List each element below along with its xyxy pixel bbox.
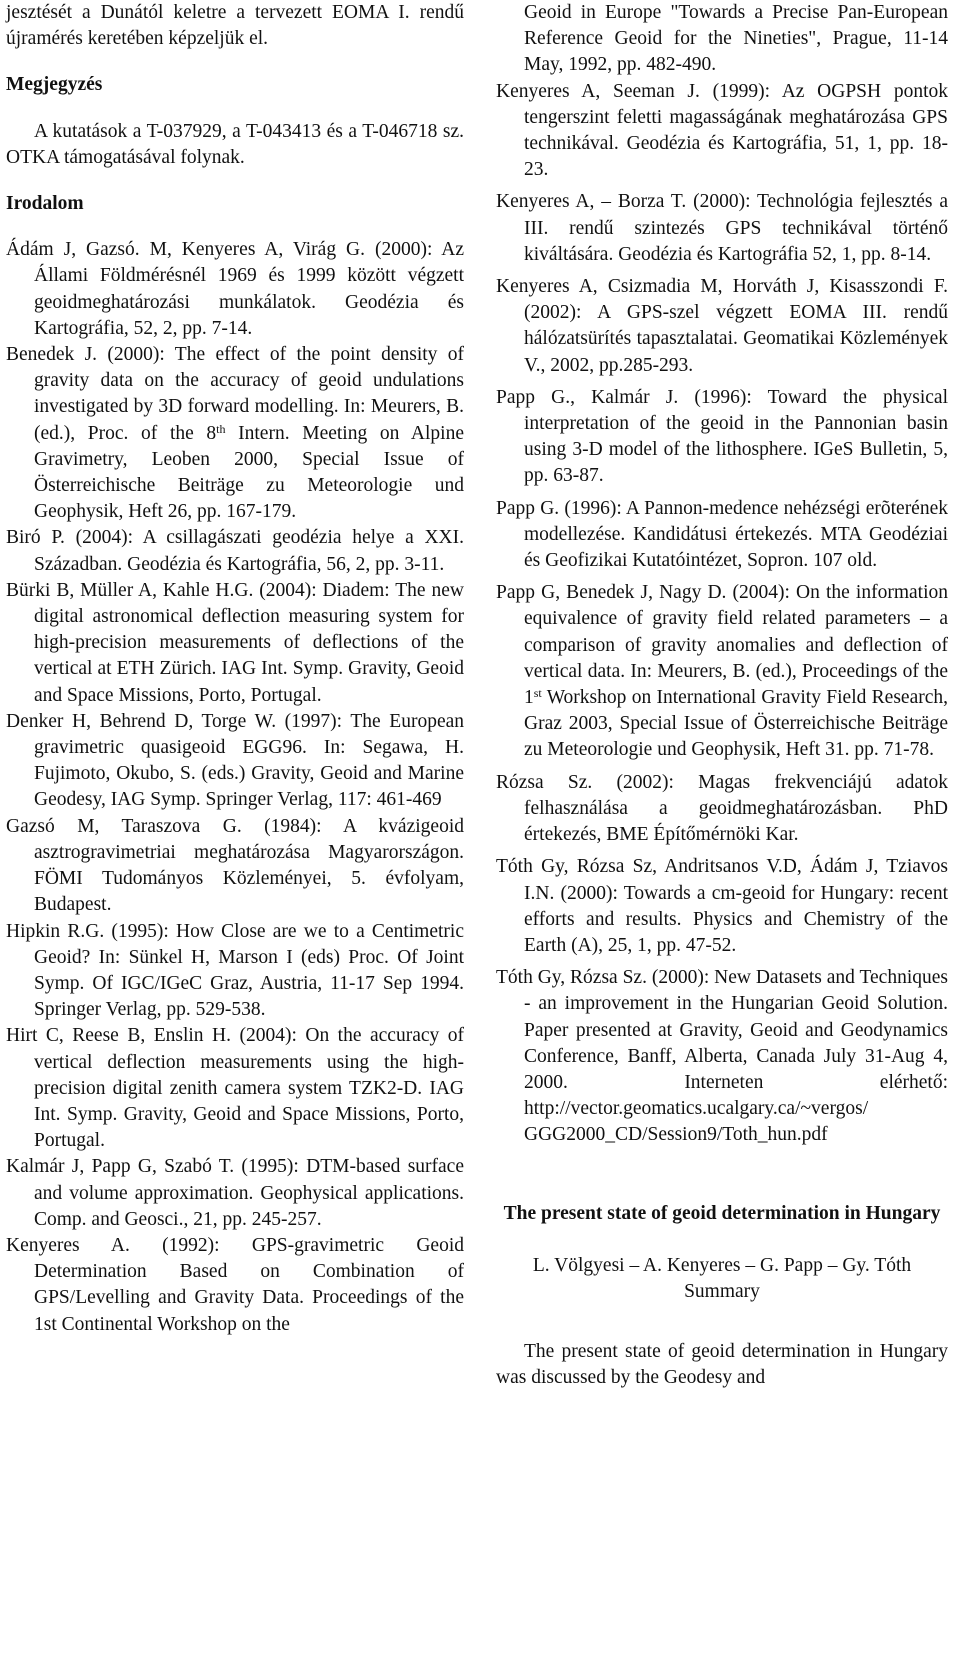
reference-text: Benedek J. (2000): The effect of the point density of gravity data on the accuracy of geoid undulations investigated by 3D forward modelling. In: Meurers, B. (ed.), Proc. of the 8 <box>6 344 464 444</box>
reference-item: Rózsa Sz. (2002): Magas frekvenciájú adatok felhasználása a geoidmeghatározásban. PhD értekezés, BME Építőmérnöki Kar. <box>496 771 948 846</box>
summary-paragraph: The present state of geoid determination in Hungary was discussed by the Geodesy and <box>496 1341 948 1389</box>
reference-item: Hirt C, Reese B, Enslin H. (2004): On the accuracy of vertical deflection measurements using the high-precision digital zenith camera system TZK2-D. IAG Int. Symp. Gravity, Geoid and Space Missions, Porto, Portugal. <box>6 1025 464 1152</box>
reference-item: Kenyeres A, – Borza T. (2000): Technológia fejlesztés a III. rendű szintezés GPS technikával történő kiváltására. Geodézia és Kartográfia 52, 1, pp. 8-14. <box>496 191 948 265</box>
right-column <box>496 0 948 1392</box>
reference-item: Papp G. (1996): A Pannon-medence nehézségi erõterének modellezése. Kandidátusi értekezés. MTA Geodéziai és Geofizikai Kutatóintézet, Sopron. 107 old. <box>496 497 948 572</box>
intro-paragraph: jesztését a Dunától keletre a tervezett EOMA I. rendű újramérés keretében képzeljük el. <box>6 2 464 50</box>
reference-item: Kenyeres A, Csizmadia M, Horváth J, Kisasszondi F. (2002): A GPS-szel végzett EOMA III. rendű hálózatsürítés tapasztalatai. Geomatikai Közlemények V., 2002, pp.285-293. <box>496 276 948 376</box>
summary-authors: L. Völgyesi – A. Kenyeres – G. Papp – Gy. Tóth <box>532 1254 912 1276</box>
ordinal-superscript: th <box>216 421 226 436</box>
reference-item: Ádám J, Gazsó. M, Kenyeres A, Virág G. (2000): Az Állami Földmérésnél 1969 és 1999 között végzett geoidmeghatározási munkálatok. Geodézia és Kartográfia, 52, 2, pp. 7-14. <box>6 239 464 339</box>
reference-item <box>6 342 464 525</box>
references-heading: Irodalom <box>6 193 84 215</box>
summary-title: The present state of geoid determination in Hungary <box>503 1202 941 1224</box>
left-column <box>6 0 464 1338</box>
ordinal-superscript: st <box>533 686 542 701</box>
reference-item <box>496 580 948 763</box>
reference-item: Papp G., Kalmár J. (1996): Toward the physical interpretation of the geoid in the Pannonian basin using 3-D model of the lithosphere. IGeS Bulletin, 5, pp. 63-87. <box>496 386 948 487</box>
reference-item: Tóth Gy, Rózsa Sz, Andritsanos V.D, Ádám J, Tziavos I.N. (2000): Towards a cm-geoid for Hungary: recent efforts and results. Physics and Chemistry of the Earth (A), 25, 1, pp. 47-52. <box>496 856 948 956</box>
note-heading: Megjegyzés <box>6 74 103 96</box>
reference-item: Kenyeres A, Seeman J. (1999): Az OGPSH pontok tengerszint feletti magasságának meghatározása GPS technikával. Geodézia és Kartográfia, 51, 1, pp. 18-23. <box>496 80 948 181</box>
note-paragraph: A kutatások a T-037929, a T-043413 és a T-046718 sz. OTKA támogatásával folynak. <box>6 120 464 168</box>
reference-item: Hipkin R.G. (1995): How Close are we to a Centimetric Geoid? In: Sünkel H, Marson I (eds) Proc. Of Joint Symp. Of IGC/IGeC Graz, Austria, 11-17 Sep 1994. Springer Verlag, pp. 529-538. <box>6 920 464 1021</box>
summary-label: Summary <box>684 1280 760 1302</box>
reference-text-tail: Intern. Meeting on Alpine Gravimetry, Leoben 2000, Special Issue of Österreichische Beiträge zu Meteorologie und Geophysik, Heft 26, pp. 167-179. <box>34 422 464 523</box>
reference-item: Biró P. (2004): A csillagászati geodézia helye a XXI. Században. Geodézia és Kartográfia, 56, 2, pp. 3-11. <box>6 527 464 575</box>
reference-item: Kalmár J, Papp G, Szabó T. (1995): DTM-based surface and volume approximation. Geophysical applications. Comp. and Geosci., 21, pp. 245-257. <box>6 1156 464 1230</box>
reference-item: Bürki B, Müller A, Kahle H.G. (2004): Diadem: The new digital astronomical deflection measuring system for high-precision measurements of deflections of the vertical at ETH Zürich. IAG Int. Symp. Gravity, Geoid and Space Missions, Porto, Portugal. <box>6 579 464 706</box>
reference-text: Papp G, Benedek J, Nagy D. (2004): On the information equivalence of gravity field related parameters – a comparison of gravity anomalies and deflection of vertical data. In: Meurers, B. (ed.), Proceedings of the 1 <box>496 582 948 709</box>
reference-item: Denker H, Behrend D, Torge W. (1997): The European gravimetric quasigeoid EGG96. In: Segawa, H. Fujimoto, Okubo, S. (eds.) Gravity, Geoid and Marine Geodesy, IAG Symp. Springer Verlag, 117: 461-469 <box>6 710 464 811</box>
reference-continuation: Geoid in Europe "Towards a Precise Pan-European Reference Geoid for the Nineties", Prague, 11-14 May, 1992, pp. 482-490. <box>524 2 948 76</box>
reference-item: Kenyeres A. (1992): GPS-gravimetric Geoid Determination Based on Combination of GPS/Levelling and Gravity Data. Proceedings of the 1st Continental Workshop on the <box>6 1234 464 1335</box>
reference-text-tail: Workshop on International Gravity Field Research, Graz 2003, Special Issue of Österreichische Beiträge zu Meteorologie und Geophysik, Heft 31. pp. 71-78. <box>524 687 948 761</box>
reference-item: Tóth Gy, Rózsa Sz. (2000): New Datasets and Techniques - an improvement in the Hungarian Geoid Solution. Paper presented at Gravity, Geoid and Geodynamics Conference, Banff, Alberta, Canada July 31-Aug 4, 2000. Interneten elérhető: http://vector.geomatics.ucalgary.ca/~vergos/ GGG2000_CD/Session9/Toth_hun.pdf <box>496 967 948 1146</box>
reference-list-right <box>496 0 948 1149</box>
reference-item: Gazsó M, Taraszova G. (1984): A kvázigeoid asztrogravimetriai meghatározása Magyarországon. FÖMI Tudományos Közleményei, 5. évfolyam, Budapest. <box>6 815 464 916</box>
reference-list-left <box>6 237 464 1338</box>
